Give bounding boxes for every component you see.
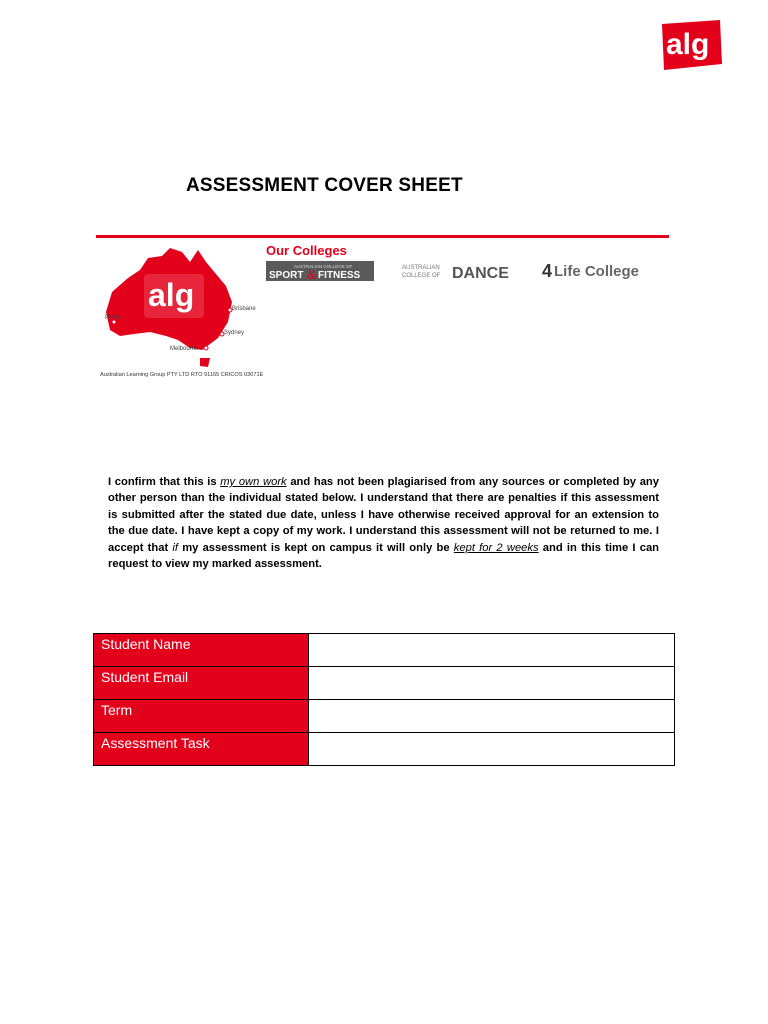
term-label: Term — [94, 700, 309, 733]
4life-college-logo — [540, 258, 660, 282]
term-field[interactable] — [309, 700, 675, 733]
city-label: Melbourne — [170, 346, 199, 352]
student-email-label: Student Email — [94, 667, 309, 700]
assessment-task-label: Assessment Task — [94, 733, 309, 766]
student-email-field[interactable] — [309, 667, 675, 700]
svg-text:&: & — [307, 267, 318, 281]
map-logo-text: alg — [148, 277, 195, 313]
table-row — [94, 634, 675, 667]
svg-text:Life College: Life College — [554, 263, 640, 280]
city-label: Brisbane — [232, 306, 256, 312]
table-row — [94, 700, 675, 733]
city-label: Sydney — [224, 330, 245, 336]
svg-text:FITNESS: FITNESS — [318, 270, 361, 281]
svg-text:4: 4 — [542, 261, 553, 281]
svg-text:DANCE: DANCE — [452, 265, 509, 282]
alg-logo — [658, 18, 724, 74]
red-divider — [96, 235, 669, 238]
sport-fitness-logo — [266, 261, 374, 281]
svg-text:AUSTRALIAN: AUSTRALIAN — [402, 265, 440, 271]
page-title: ASSESSMENT COVER SHEET — [186, 175, 463, 196]
student-name-field[interactable] — [309, 634, 675, 667]
assessment-task-field[interactable] — [309, 733, 675, 766]
declaration-text: I confirm that this is my own work and has not been plagiarised from any sources or completed by any other person than the individual stated below. I understand that there are penalties if this assessment is submitted after the stated due date, unless I have otherwise received approval for an extension to the due date. I have kept a copy of my work. I understand this assessment will not be returned to me. I accept that if my assessment is kept on campus it will only be kept for 2 weeks and in this time I can request to view my marked assessment. — [108, 476, 660, 571]
table-row — [94, 733, 675, 766]
legal-line: Australian Learning Group PTY LTD RTO 91165 CRICOS 03071E — [100, 372, 264, 378]
svg-text:SPORT: SPORT — [269, 270, 304, 281]
svg-text:COLLEGE OF: COLLEGE OF — [402, 273, 441, 279]
student-name-label: Student Name — [94, 634, 309, 667]
dance-college-logo — [400, 260, 518, 284]
svg-text:AUSTRALIAN COLLEGE OF: AUSTRALIAN COLLEGE OF — [294, 264, 353, 269]
student-details-table — [93, 633, 675, 766]
city-label: Perth — [105, 315, 120, 321]
table-row — [94, 667, 675, 700]
colleges-heading: Our Colleges — [266, 243, 347, 258]
alg-logo-text: alg — [666, 28, 710, 61]
